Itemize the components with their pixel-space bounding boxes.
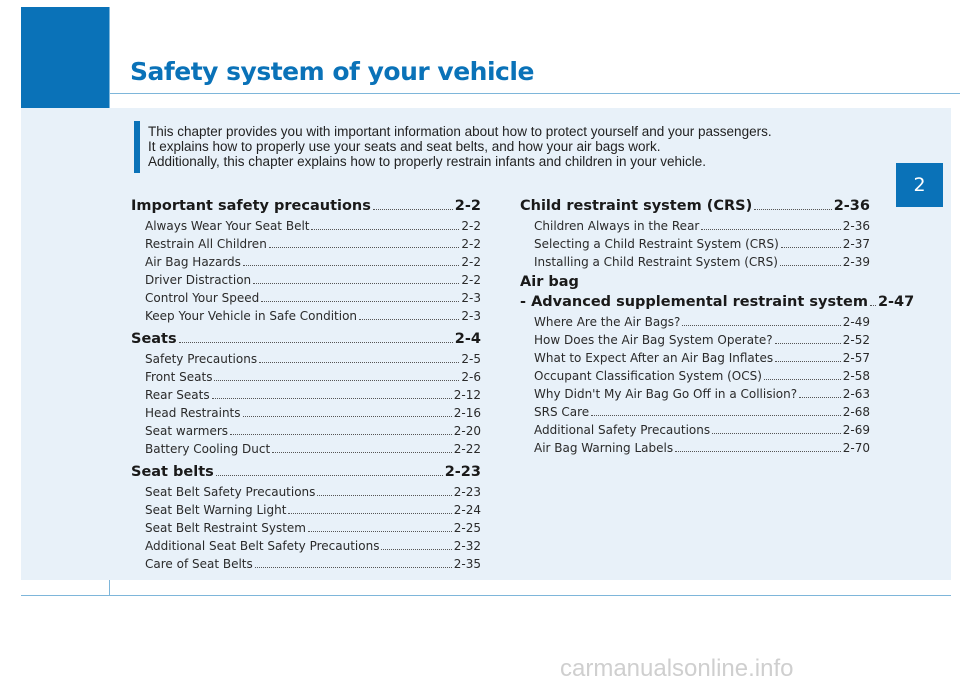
toc-item[interactable]: Seat Belt Safety Precautions 2-23 <box>145 485 481 499</box>
toc-item[interactable]: Occupant Classification System (OCS) 2-58 <box>534 369 870 383</box>
toc-item[interactable]: Control Your Speed 2-3 <box>145 291 481 305</box>
toc-page: 2-36 <box>833 198 870 214</box>
intro-accent-bar <box>134 121 140 173</box>
toc-right-column <box>520 195 915 460</box>
toc-item[interactable]: Front Seats 2-6 <box>145 370 481 384</box>
toc-item[interactable]: Air Bag Hazards 2-2 <box>145 255 481 269</box>
toc-page: 2-23 <box>444 464 481 480</box>
toc-section-air-bag <box>520 274 915 457</box>
footer-rule <box>21 595 951 596</box>
toc-item[interactable]: Seat warmers 2-20 <box>145 424 481 438</box>
toc-page: 2-4 <box>454 331 481 347</box>
toc-heading[interactable]: Air bag <box>520 274 579 290</box>
toc-heading[interactable]: Child restraint system (CRS) 2-36 <box>520 195 870 217</box>
corner-color-block <box>21 7 109 108</box>
toc-item[interactable]: Battery Cooling Duct 2-22 <box>145 442 481 456</box>
toc-item[interactable]: Care of Seat Belts 2-35 <box>145 557 481 571</box>
toc-item[interactable]: SRS Care 2-68 <box>534 405 870 419</box>
toc-section-important-safety <box>131 195 481 325</box>
watermark-text: carmanualsonline.info <box>560 655 794 682</box>
toc-item[interactable]: Additional Seat Belt Safety Precautions 2-32 <box>145 539 481 553</box>
toc-item[interactable]: Why Didn't My Air Bag Go Off in a Collision? 2-63 <box>534 387 870 401</box>
intro-line: This chapter provides you with important information about how to protect yourself and your passengers. <box>148 124 772 139</box>
toc-item[interactable]: Additional Safety Precautions 2-69 <box>534 423 870 437</box>
toc-item[interactable]: Head Restraints 2-16 <box>145 406 481 420</box>
toc-section-crs <box>520 195 870 271</box>
toc-heading[interactable]: Seats 2-4 <box>131 328 481 350</box>
toc-item[interactable]: Selecting a Child Restraint System (CRS) 2-37 <box>534 237 870 251</box>
toc-item[interactable]: Seat Belt Restraint System 2-25 <box>145 521 481 535</box>
toc-section-seat-belts <box>131 461 481 573</box>
toc-item[interactable]: Children Always in the Rear 2-36 <box>534 219 870 233</box>
toc-item[interactable]: Safety Precautions 2-5 <box>145 352 481 366</box>
chapter-tab[interactable] <box>896 163 943 207</box>
chapter-number: 2 <box>913 174 926 196</box>
toc-heading[interactable]: Seat belts 2-23 <box>131 461 481 483</box>
toc-item[interactable]: Driver Distraction 2-2 <box>145 273 481 287</box>
toc-item[interactable]: Seat Belt Warning Light 2-24 <box>145 503 481 517</box>
toc-item[interactable]: Always Wear Your Seat Belt 2-2 <box>145 219 481 233</box>
toc-item[interactable]: Keep Your Vehicle in Safe Condition 2-3 <box>145 309 481 323</box>
toc-item[interactable]: What to Expect After an Air Bag Inflates 2-57 <box>534 351 870 365</box>
toc-item[interactable]: Installing a Child Restraint System (CRS) 2-39 <box>534 255 870 269</box>
toc-item[interactable]: Air Bag Warning Labels 2-70 <box>534 441 870 455</box>
chapter-intro <box>148 124 772 169</box>
title-divider <box>110 93 960 94</box>
toc-section-seats <box>131 328 481 458</box>
toc-heading[interactable]: Important safety precautions 2-2 <box>131 195 481 217</box>
toc-left-column <box>131 195 481 576</box>
toc-item[interactable]: Where Are the Air Bags? 2-49 <box>534 315 870 329</box>
page-title: Safety system of your vehicle <box>130 57 534 86</box>
toc-heading-continued[interactable]: - Advanced supplemental restraint system 2-47 <box>520 291 870 313</box>
intro-line: It explains how to properly use your seats and seat belts, and how your air bags work. <box>148 139 661 154</box>
toc-page: 2-2 <box>454 198 481 214</box>
toc-item[interactable]: Rear Seats 2-12 <box>145 388 481 402</box>
toc-page: 2-47 <box>877 294 915 310</box>
toc-item[interactable]: How Does the Air Bag System Operate? 2-52 <box>534 333 870 347</box>
intro-line: Additionally, this chapter explains how to properly restrain infants and children in your vehicle. <box>148 154 707 169</box>
toc-item[interactable]: Restrain All Children 2-2 <box>145 237 481 251</box>
